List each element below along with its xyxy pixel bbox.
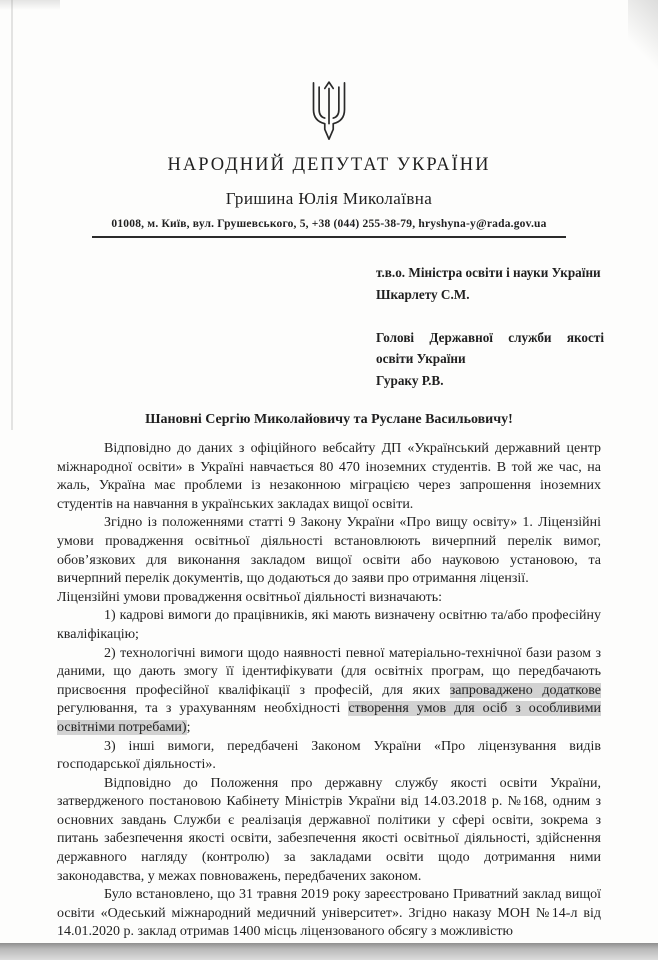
recipient-line: Шкарлету С.М.: [376, 286, 470, 302]
photo-edge-shade-top-left: [0, 0, 60, 10]
letter-body: [57, 440, 601, 942]
recipient-line: Гураку Р.В.: [376, 372, 444, 388]
paragraph: [57, 440, 601, 514]
highlighted-text: створення умов для осіб з особливими освітніми потребами): [57, 701, 601, 735]
text-segment: ;: [186, 719, 191, 735]
paragraph: [57, 886, 601, 942]
paragraph: [57, 514, 601, 588]
text-segment: 3) інші вимоги, передбачені Законом України «Про ліцензування видів господарської діяльності».: [57, 738, 601, 773]
paragraph: [57, 645, 601, 738]
paragraph: [57, 607, 601, 644]
letterhead-divider: [92, 236, 566, 238]
salutation-line: Шановні Сергію Миколайовичу та Руслане Васильовичу!: [145, 412, 513, 427]
ukraine-trident-emblem-icon: [0, 0, 658, 147]
text-segment: Згідно із положеннями статті 9 Закону України «Про вищу освіту» 1. Ліцензійні умови провадження освітньої діяльності встановлюють вичерпний перелік вимог, обов’язкових для виконання закладом вищої освіти або науковою установою, та вичерпний перелік документів, що додаються до заяви про отримання ліцензії.: [57, 515, 601, 587]
paragraph: [57, 589, 601, 608]
text-segment: 2) технологічні вимоги щодо наявності певної матеріально-технічної бази разом з даними, що дають змогу її ідентифікувати (для освітніх програм, що передбачають присвоєння професійної кваліфікації з професій, для яких: [57, 645, 601, 698]
text-segment: регулювання, та з урахуванням необхідності: [57, 701, 349, 717]
paragraph: [57, 738, 601, 775]
recipient-line: освіти України: [376, 351, 466, 366]
text-segment: Було встановлено, що 31 травня 2019 року зареєстровано Приватний заклад вищої освіти «Одеський міжнародний медичний університет». Згідно наказу МОН №14-л від 14.01.2020 р. заклад отримав 1400 місць ліцензованого обсягу з можливістю: [57, 887, 601, 940]
photo-background-bottom: [0, 943, 658, 960]
recipient-line: Голові Державної служби якості: [376, 329, 604, 345]
letterhead-contact-line: 01008, м. Київ, вул. Грушевського, 5, +38 (044) 255-38-79, hryshyna-y@rada.gov.ua: [111, 218, 547, 230]
highlighted-text: запроваджено додаткове: [449, 682, 601, 698]
page-edge-shadow-left: [11, 0, 13, 430]
recipient-line: т.в.о. Міністра освіти і науки України: [376, 265, 601, 280]
text-segment: Ліцензійні умови провадження освітньої діяльності визначають:: [57, 589, 443, 605]
text-segment: 1) кадрові вимоги до працівників, які мають визначену освітню та/або професійну кваліфікацію;: [57, 608, 601, 642]
recipient-line: [376, 305, 604, 327]
text-segment: Відповідно до Положення про державну службу якості освіти України, затвердженого постановою Кабінету Міністрів України від 14.03.2018 р. №168, одним з основних завдань Служби є реалізація державної політики у сфері освіти, зокрема з питань забезпечення якості освіти, забезпечення якості освітньої діяльності, здійснення державного нагляду (контролю) за закладами освіти щодо дотримання ними законодавства, у межах повноважень, передбачених законом.: [57, 775, 601, 884]
recipient-block: [376, 262, 604, 391]
text-segment: Відповідно до даних з офіційного вебсайту ДП «Український державний центр міжнародної освіти» в Україні навчається 80 470 іноземних студентів. В той же час, на жаль, Україна має проблеми із незаконною міграцією через запрошення іноземних студентів на навчання в українських закладах вищої освіти.: [57, 441, 601, 512]
letterhead-title: НАРОДНИЙ ДЕПУТАТ УКРАЇНИ: [167, 155, 491, 175]
paragraph: [57, 775, 601, 887]
deputy-name: Гришина Юлія Миколаївна: [225, 189, 433, 208]
photo-edge-shade-top-right: [628, 0, 658, 70]
